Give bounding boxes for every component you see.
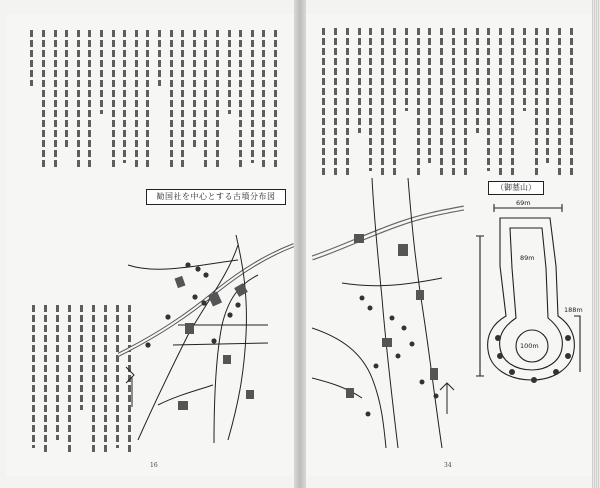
text-column — [369, 28, 372, 171]
text-column — [381, 28, 384, 178]
text-column — [346, 28, 349, 178]
inset-scale-circle: 100m — [520, 342, 539, 350]
text-column — [135, 30, 138, 170]
text-column — [417, 28, 420, 178]
inset-scale-middle: 89m — [520, 254, 535, 262]
right-page-number: 34 — [444, 462, 452, 469]
text-column — [523, 28, 526, 111]
text-column — [146, 30, 149, 170]
inset-title: （御墓山） — [488, 181, 544, 195]
text-column — [181, 30, 184, 170]
text-column — [158, 30, 161, 86]
text-column — [452, 28, 455, 178]
page-edge — [592, 0, 600, 488]
text-column — [80, 305, 83, 410]
text-column — [428, 28, 431, 163]
text-column — [193, 30, 196, 149]
text-column — [476, 28, 479, 133]
book-gutter — [294, 0, 306, 488]
text-column — [100, 30, 103, 114]
text-column — [239, 30, 242, 170]
text-column — [42, 30, 45, 170]
text-column — [558, 28, 561, 178]
text-column — [499, 28, 502, 178]
text-column — [535, 28, 538, 178]
text-column — [123, 30, 126, 163]
inset-scale-length: 188m — [564, 306, 583, 314]
text-column — [104, 305, 107, 455]
text-column — [92, 305, 95, 455]
text-column — [487, 28, 490, 171]
text-column — [44, 305, 47, 455]
text-column — [322, 28, 325, 178]
tumulus-plan-inset — [470, 196, 586, 396]
text-column — [464, 28, 467, 178]
left-lower-text — [22, 305, 132, 455]
text-column — [334, 28, 337, 178]
left-page-number: 16 — [150, 462, 158, 469]
text-column — [68, 305, 71, 455]
text-column — [170, 30, 173, 170]
right-upper-text — [312, 28, 574, 178]
text-column — [32, 305, 35, 448]
text-column — [570, 28, 573, 178]
text-column — [393, 28, 396, 178]
text-column — [30, 30, 33, 86]
text-column — [440, 28, 443, 178]
inset-scale-top: 69m — [516, 199, 531, 207]
kofun-distribution-map — [118, 205, 294, 443]
text-column — [112, 30, 115, 170]
text-column — [56, 305, 59, 440]
map-title: 勧国社を中心とする古墳分布図 — [146, 189, 286, 205]
text-column — [228, 30, 231, 114]
text-column — [88, 30, 91, 170]
text-column — [546, 28, 549, 163]
text-column — [251, 30, 254, 163]
text-column — [54, 30, 57, 170]
text-column — [511, 28, 514, 178]
text-column — [204, 30, 207, 170]
text-column — [358, 28, 361, 133]
text-column — [216, 30, 219, 170]
text-column — [65, 30, 68, 149]
text-column — [405, 28, 408, 111]
river-area-map — [312, 178, 464, 448]
text-column — [262, 30, 265, 170]
text-column — [77, 30, 80, 170]
left-upper-text — [20, 30, 278, 170]
text-column — [274, 30, 277, 170]
